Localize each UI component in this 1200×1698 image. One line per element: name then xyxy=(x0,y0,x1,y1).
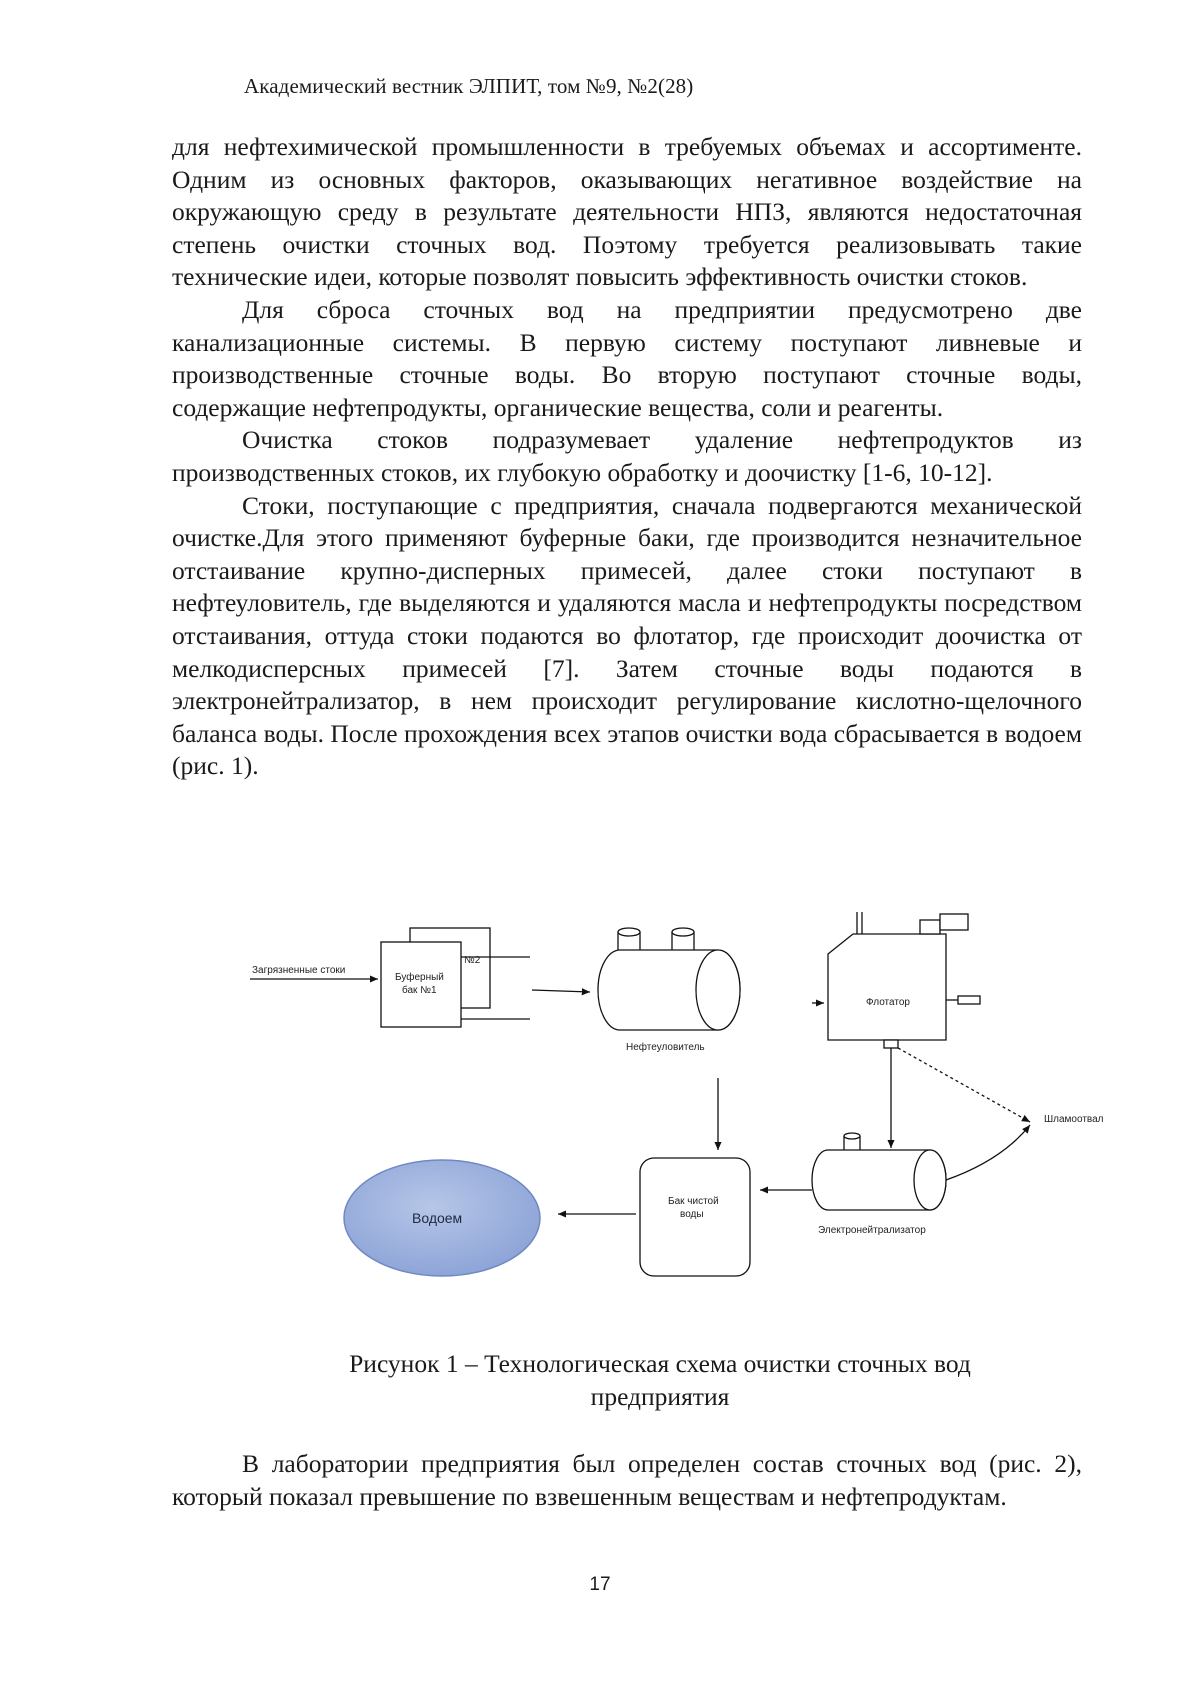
inflow-label: Загрязненные стоки xyxy=(252,965,346,976)
figure-caption-line1: Рисунок 1 – Технологическая схема очистки сточных вод xyxy=(349,1349,971,1378)
paragraph-3: Очистка стоков подразумевает удаление нефтепродуктов из производственных стоков, их глубокую обработку и доочистку [1-6, 10-12]. xyxy=(172,425,1082,487)
flotator-label: Флотатор xyxy=(866,997,910,1008)
electroneutralizer-label: Электронейтрализатор xyxy=(818,1225,926,1236)
figure-caption-line2: предприятия xyxy=(590,1381,730,1411)
clean-tank-label-line2: воды xyxy=(680,1209,704,1220)
paragraph-1: для нефтехимической промышленности в требуемых объемах и ассортименте. Одним из основных факторов, оказывающих негативное воздействие на окружающую среду в результате деятельности НПЗ, являются недостаточная степень очистки сточных вод. Поэтому требуется реализовывать такие технические идеи, которые позволят повысить эффективность очистки стоков. xyxy=(172,132,1082,292)
body-text-bottom xyxy=(172,1448,1082,1513)
oil-trap-label: Нефтеуловитель xyxy=(626,1042,705,1053)
paragraph-5: В лаборатории предприятия был определен состав сточных вод (рис. 2), который показал превышение по взвешенным веществам и нефтепродуктам. xyxy=(172,1449,1082,1511)
buffer-to-oiltrap-arrow xyxy=(532,990,590,992)
paragraph-4: Стоки, поступающие с предприятия, сначала подвергаются механической очистке.Для этого применяют буферные баки, где производится незначительное отстаивание крупно-дисперных примесей, далее стоки поступают в нефтеуловитель, где выделяются и удаляются масла и нефтепродукты посредством отстаивания, оттуда стоки подаются во флотатор, где происходит доочистка от мелкодисперсных примесей [7]. Затем сточные воды подаются в электронейтрализатор, в нем происходит регулирование кислотно-щелочного баланса воды. После прохождения всех этапов очистки вода сбрасывается в водоем (рис. 1). xyxy=(172,490,1082,781)
neutralizer-to-sludge-arrow xyxy=(946,1125,1030,1180)
sludge-label: Шламоотвал xyxy=(1044,1114,1104,1125)
reservoir-label: Водоем xyxy=(412,1210,463,1226)
flotator-unit xyxy=(812,912,980,1048)
buffer-tank-label-line2: бак №1 xyxy=(402,985,437,996)
body-text-top xyxy=(172,131,1082,783)
flotator-to-sludge-arrow xyxy=(898,1048,1030,1122)
oil-trap-vessel xyxy=(598,928,740,1030)
buffer-tank-label-line1: Буферный xyxy=(395,972,444,983)
process-diagram-figure xyxy=(0,900,1200,1320)
figure-caption xyxy=(200,1348,1120,1413)
running-head: Академический вестник ЭЛПИТ, том №9, №2(28) xyxy=(244,74,694,98)
tank-no2-label: №2 xyxy=(464,955,481,966)
clean-tank-label-line1: Бак чистой xyxy=(668,1196,719,1207)
electroneutralizer-vessel xyxy=(812,1133,946,1210)
page-number: 17 xyxy=(589,1574,611,1595)
paragraph-2: Для сброса сточных вод на предприятии предусмотрено две канализационные системы. В первую систему поступают ливневые и производственные сточные воды. Во вторую поступают сточные воды, содержащие нефтепродукты, органические вещества, соли и реагенты. xyxy=(172,294,1082,422)
